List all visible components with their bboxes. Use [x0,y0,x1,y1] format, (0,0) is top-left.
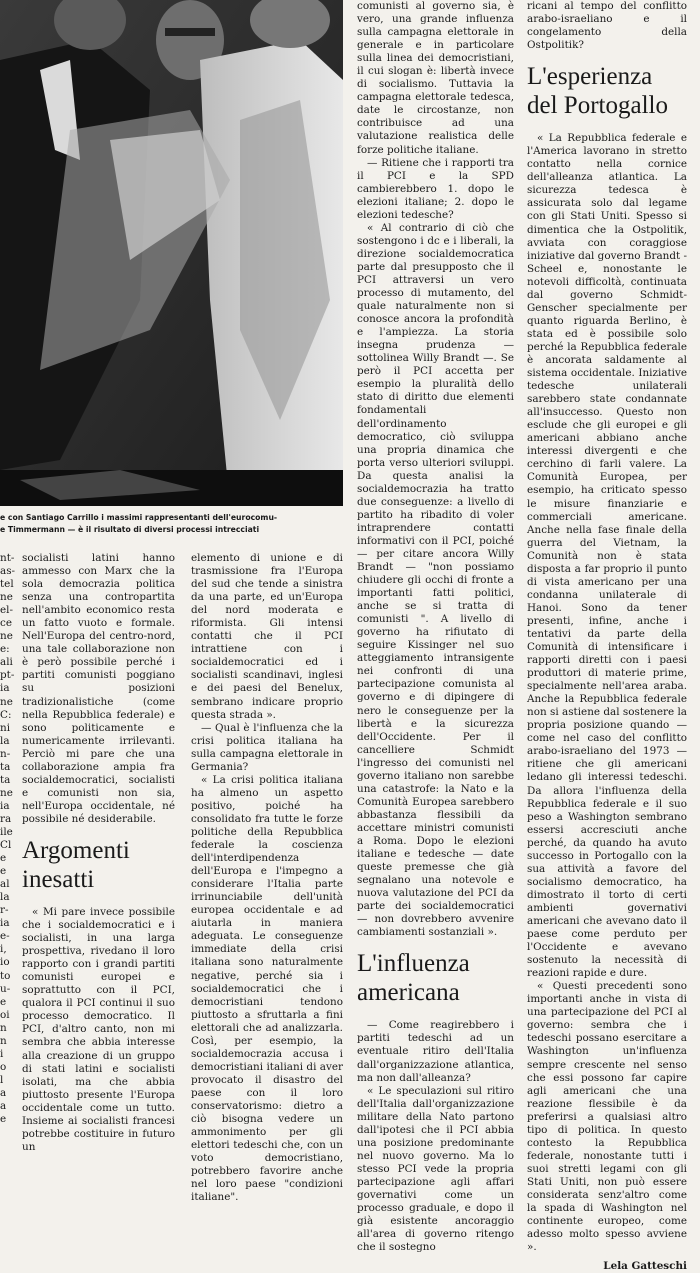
strip-fragment: ile [0,825,13,838]
strip-fragment: e [0,995,7,1008]
strip-fragment: ia [0,917,10,930]
strip-fragment: tel [0,578,14,591]
strip-fragment: e [0,865,7,878]
strip-fragment: ali [0,656,13,669]
strip-fragment: a [0,1099,7,1112]
article-column-4 [527,0,687,1273]
paragraph: « La Repubblica federale e l'America lavorano in stretto contatto nella cornice dell'alleanza atlantica. La sicurezza tedesca è assicurata solo dal legame con gli Stati Uniti. Spesso si dimentica che la Ostpolitik, avviata con coraggiose iniziative dal governo Brandt - Scheel e, nonostante le notevoli difficoltà, continuata dal governo Schmidt-Genscher specialmente per quanto riguarda Berlino, è stata ed è possibile solo perché la Repubblica federale è ancorata saldamente al sistema occidentale. Iniziative tedesche unilaterali sarebbero state condannate all'insuccesso. Questo non esclude che gli europei e gli americani abbiano anche interessi divergenti e che cerchino di farli valere. La Comunità Europea, per esempio, ha criticato spesso le misure finanziarie e commerciali americane. Anche nella fase finale della guerra del Vietnam, la Comunità non è stata disposta a far proprio il punto di vista americano per una condanna unilaterale di Hanoi. Sono da tener presenti, infine, anche i tentativi da parte della Comunità di intensificare i rapporti diretti con i paesi produttori di materie prime, specialmente nell'area araba. Anche la Repubblica federale non si astiene dal sostenere la propria posizione quando — come nel caso del conflitto arabo-israeliano del 1973 — ritiene che gli americani ledano gli interessi tedeschi. Da allora l'influenza della Repubblica federale e il suo peso a Washington sembrano essersi accresciuti anche perché, da quando ha avuto successo in Portogallo con la sua attività a favore del socialismo democratico, ha dimostrato il torto di certi ambienti governativi americani che avevano dato il paese come perduto per l'Occidente e avevano sostenuto la necessità di reazioni rapide e dure. [527,132,687,980]
strip-fragment: a [0,1086,7,1099]
strip-fragment: al [0,878,10,891]
strip-fragment: r- [0,904,9,917]
strip-fragment: ia [0,682,10,695]
strip-fragment: n- [0,747,11,760]
strip-fragment: n [0,1034,7,1047]
strip-fragment: io [0,956,10,969]
paragraph: « Al contrario di ciò che sostengono i dc e i liberali, la direzione socialdemocratica parte dal presupposto che il PCI attraversi un vero processo di mutamento, del quale naturalmente non si conosce ancora la profondità e l'ampiezza. La storia insegna prudenza — sottolinea Willy Brandt —. Se però il PCI accetta per esempio la pluralità dello stato di diritto due elementi fondamentali dell'ordinamento democratico, ciò sviluppa una propria dinamica che porta verso ulteriori sviluppi. Da questa analisi la socialdemocrazia ha tratto due conseguenze: a livello di partito ha ribadito di voler intraprendere contatti informativi con il PCI, poiché — per citare ancora Willy Brandt — "non possiamo chiudere gli occhi di fronte a importanti fatti politici, anche se si tratta di comunisti ". A livello di governo ha rifiutato di seguire Kissinger nel suo atteggiamento intransigente nei confronti di una partecipazione comunista al governo e di dipingere di nero le conseguenze per la libertà e la sicurezza dell'Occidente. Per il cancelliere Schmidt l'ingresso dei comunisti nel governo italiano non sarebbe una catastrofe: la Nato e la Comunità Europea sarebbero abbastanza flessibili da accettare ministri comunisti a Roma. Dopo le elezioni italiane e tedesche — date queste premesse che già segnalano una notevole e nuova valutazione del PCI da parte dei socialdemocratici — non dovrebbero avvenire cambiamenti sostanziali ». [357,221,514,939]
article-column-2 [191,552,343,1204]
caption-line: e Timmermann — è il risultato di diversi processi intrecciati [0,525,260,534]
strip-fragment: l [0,1073,4,1086]
strip-fragment: ta [0,773,11,786]
news-photo [0,0,343,506]
article-column-1 [22,552,175,1153]
strip-fragment: oi [0,1008,10,1021]
section-heading: Argomenti inesatti [22,836,130,893]
strip-fragment: i, [0,943,7,956]
strip-fragment: el- [0,604,13,617]
section-heading: L'esperienza del Portogallo [527,63,668,120]
paragraph: « Questi precedenti sono importanti anche in vista di una partecipazione del PCI al governo: sembra che i tedeschi possano esercitare a Washington un'influenza sempre crescente nel senso che essi possono far capire agli americani che una reazione flessibile è da preferirsi a qualsiasi altro tipo di politica. In questo contesto la Repubblica federale, nonostante tutti i suoi stretti legami con gli Stati Uniti, non può essere considerata senz'altro come la spada di Washington nel continente europeo, come adesso molto spesso avviene ». [527,980,687,1254]
strip-fragment: C: [0,708,12,721]
strip-fragment: la [0,734,10,747]
strip-fragment: ne [0,786,13,799]
clipped-column-strip [0,552,16,1126]
paragraph: socialisti latini hanno ammesso con Marx che la sola democrazia politica senza una contropartita nell'ambito economico resta un fatto vuoto e formale. Nell'Europa del centro-nord, una tale collaborazione non è però possibile perché i partiti comunisti poggiano su posizioni tradizionalistiche (come nella Repubblica federale) e sono politicamente e numericamente irrilevanti. Perciò mi pare che una collaborazione ampia fra socialdemocratici, socialisti e comunisti non sia, nell'Europa occidentale, né possibile né desiderabile. [22,552,175,825]
strip-fragment: ra [0,812,12,825]
strip-fragment: e- [0,930,10,943]
strip-fragment: ni [0,721,11,734]
strip-fragment: ia [0,799,10,812]
paragraph: elemento di unione e di trasmissione fra l'Europa del sud che tende a sinistra da una parte, ed un'Europa del nord moderata e riformista. Gli intensi contatti che il PCI intrattiene con i socialdemocratici ed i socialisti scandinavi, inglesi e dei paesi del Benelux, sembrano indicare proprio questa strada ». [191,552,343,721]
strip-fragment: ce [0,617,12,630]
paragraph: comunisti al governo sia, è vero, una grande influenza sulla campagna elettorale in generale e in particolare sulla linea dei democristiani, il cui slogan è: libertà invece di socialismo. Tuttavia la campagna elettorale tedesca, date le circostanze, non contribuisce ad una valutazione realistica delle forze politiche italiane. [357,0,514,156]
paragraph: « Mi pare invece possibile che i socialdemocratici e i socialisti, in una larga prospettiva, rivedano il loro rapporto con i grandi partiti comunisti europei e soprattutto con il PCI, qualora il PCI continui il suo processo democratico. Il PCI, d'altro canto, non mi sembra che abbia interesse alla creazione di un gruppo di stati latini e socialisti isolati, ma che abbia piuttosto presente l'Europa occidentale come un tutto. Insieme ai socialisti francesi potrebbe costituire in futuro un [22,905,175,1153]
strip-fragment: u- [0,982,11,995]
paragraph: — Ritiene che i rapporti tra il PCI e la SPD cambierebbero 1. dopo le elezioni italiane; 2. dopo le elezioni tedesche? [357,156,514,221]
strip-fragment: la [0,891,10,904]
strip-fragment: e: [0,643,10,656]
paragraph: — Come reagirebbero i partiti tedeschi ad un eventuale ritiro dell'Italia dall'organizzazione atlantica, ma non dall'alleanza? [357,1019,514,1084]
strip-fragment: e [0,1113,7,1126]
paragraph: ricani al tempo del conflitto arabo-israeliano e il congelamento della Ostpolitik? [527,0,687,52]
strip-fragment: nt- [0,552,15,564]
strip-fragment: pt- [0,669,15,682]
section-heading: L'influenza americana [357,950,470,1007]
strip-fragment: as- [0,565,16,578]
strip-fragment: ne [0,695,13,708]
strip-fragment: i [0,1047,4,1060]
strip-fragment: ne [0,630,13,643]
article-column-3 [357,0,514,1254]
strip-fragment: n [0,1021,7,1034]
strip-fragment: ta [0,760,11,773]
strip-fragment: Cl [0,839,12,852]
caption-line: e con Santiago Carrillo i massimi rappresentanti dell'eurocomu- [0,513,278,522]
paragraph: « La crisi politica italiana ha almeno un aspetto positivo, poiché ha consolidato fra tutte le forze politiche della Repubblica federale la coscienza dell'interdipendenza dell'Europa e l'impegno a considerare l'Italia parte irrinunciabile dell'unità europea occidentale e ad aiutarla in maniera adeguata. Le conseguenze immediate della crisi italiana sono naturalmente negative, perché sia i socialdemocratici che i democristiani tendono piuttosto a sfruttarla a fini elettorali che ad analizzarla. Così, per esempio, la socialdemocrazia accusa i democristiani italiani di aver provocato il disastro del paese con il loro conservatorismo: dietro a ciò bisogna vedere un ammonimento per gli elettori tedeschi che, con un voto democristiano, potrebbero favorire anche nel loro paese "condizioni italiane". [191,773,343,1204]
strip-fragment: to [0,969,11,982]
paragraph: « Le speculazioni sul ritiro dell'Italia dall'organizzazione militare della Nato partono dall'ipotesi che il PCI abbia una posizione predominante nel nuovo governo. Ma lo stesso PCI vede la propria partecipazione agli affari governativi come un processo graduale, e dopo il già esistente ancoraggio all'area di governo ritengo che il sostegno [357,1084,514,1254]
strip-fragment: ne [0,591,13,604]
author-signature: Lela Gatteschi [603,1260,687,1273]
strip-fragment: e [0,852,7,865]
photo-caption [0,512,345,536]
strip-fragment: o [0,1060,7,1073]
paragraph: — Qual è l'influenza che la crisi politica italiana ha sulla campagna elettorale in Germania? [191,721,343,773]
